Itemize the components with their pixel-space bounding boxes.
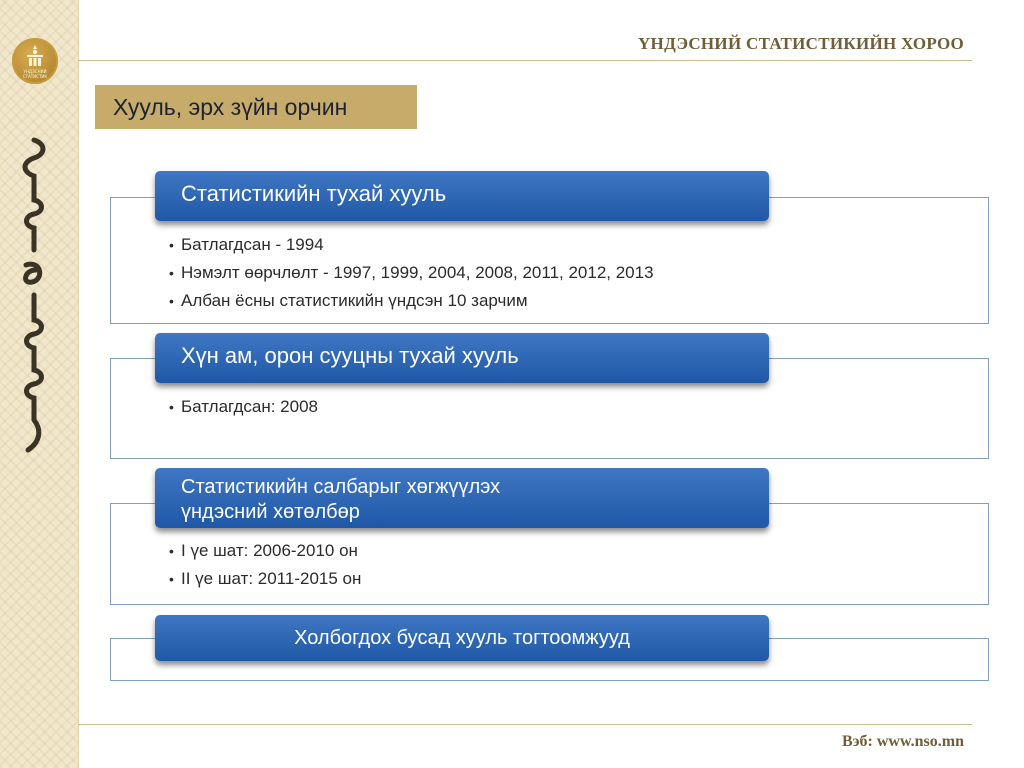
emblem-icon: [21, 43, 49, 69]
mongolian-script-ornament: [14, 130, 54, 460]
block-header-census-law: Хүн ам, орон сууцны тухай хууль: [155, 333, 769, 383]
footer-website: Вэб: www.nso.mn: [841, 733, 964, 750]
block-header-related-laws: Холбогдох бусад хууль тогтоомжууд: [155, 615, 769, 661]
block-header-statistics-law: Статистикийн тухай хууль: [155, 171, 769, 221]
header-divider: [78, 60, 972, 61]
list-item: • II үе шат: 2011-2015 он: [111, 565, 988, 593]
list-item: • Нэмэлт өөрчлөлт - 1997, 1999, 2004, 2008, 2011, 2012, 2013: [111, 259, 988, 287]
organization-title: ҮНДЭСНИЙ СТАТИСТИКИЙН ХОРОО: [637, 34, 964, 53]
footer-divider: [78, 724, 972, 725]
bullet-icon: •: [169, 293, 174, 309]
section-title: Хууль, эрх зүйн орчин: [95, 85, 417, 129]
decorative-side-strip: [0, 0, 79, 768]
list-item: • I үе шат: 2006-2010 он: [111, 537, 988, 565]
block-header-national-program: Статистикийн салбарыг хөгжүүлэх үндэсний хөтөлбөр: [155, 468, 769, 528]
list-item: • Батлагдсан: 2008: [111, 393, 988, 421]
nso-logo: [12, 38, 58, 84]
bullet-icon: •: [169, 265, 174, 281]
bullet-icon: •: [169, 571, 174, 587]
list-item: • Албан ёсны статистикийн үндсэн 10 зарчим: [111, 287, 988, 315]
bullet-icon: •: [169, 399, 174, 415]
bullet-icon: •: [169, 237, 174, 253]
logo-text: ҮНДЭСНИЙ СТАТИСТИК: [22, 69, 48, 79]
list-item: • Батлагдсан - 1994: [111, 231, 988, 259]
bullet-icon: •: [169, 543, 174, 559]
